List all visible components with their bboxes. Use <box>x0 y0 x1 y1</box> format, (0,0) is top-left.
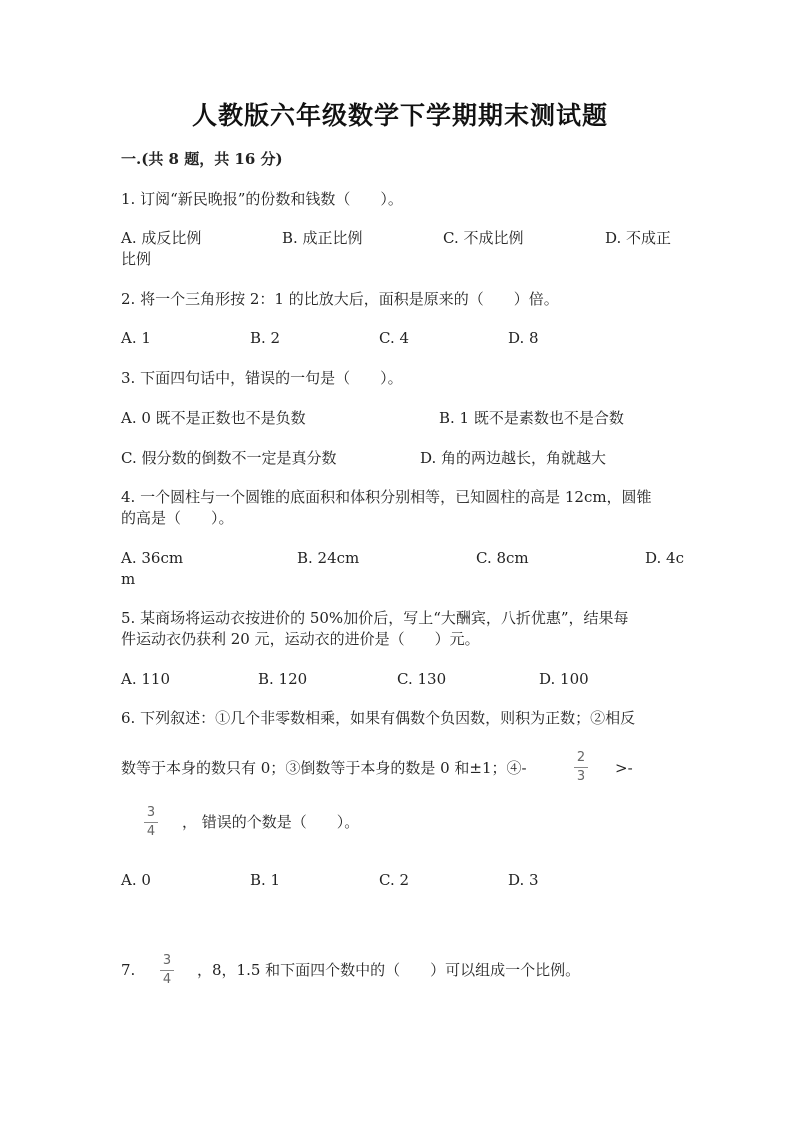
fraction-two-thirds <box>573 750 589 785</box>
question-3-option-b[interactable]: B. 1 既不是素数也不是合数 <box>439 409 624 427</box>
question-5-option-c[interactable]: C. 130 <box>397 670 447 688</box>
section-heading: 一.(共 8 题，共 16 分) <box>121 150 283 168</box>
fraction-denominator: 4 <box>162 972 172 987</box>
question-6-stem-line2-end: >- <box>615 759 633 777</box>
page-title: 人教版六年级数学下学期期末测试题 <box>191 101 608 130</box>
fraction-three-fourths <box>159 953 175 988</box>
fraction-bar <box>574 767 588 768</box>
question-6-stem-line1: 6. 下列叙述：①几个非零数相乘，如果有偶数个负因数，则积为正数；②相反 <box>121 709 636 727</box>
question-2-option-c[interactable]: C. 4 <box>379 329 410 347</box>
question-1-option-b[interactable]: B. 成正比例 <box>282 229 363 247</box>
question-4-stem-line1: 4. 一个圆柱与一个圆锥的底面积和体积分别相等，已知圆柱的高是 12cm，圆锥 <box>121 488 652 506</box>
question-2-option-d[interactable]: D. 8 <box>508 329 539 347</box>
fraction-denominator: 4 <box>146 824 156 839</box>
fraction-denominator: 3 <box>576 769 586 784</box>
question-1-option-d[interactable]: D. 不成正 <box>605 229 672 247</box>
question-2-option-b[interactable]: B. 2 <box>250 329 281 347</box>
question-1-option-c[interactable]: C. 不成比例 <box>443 229 524 247</box>
question-3-option-d[interactable]: D. 角的两边越长，角就越大 <box>420 449 607 467</box>
question-4-option-d-wrap: m <box>121 570 136 588</box>
question-4-option-b[interactable]: B. 24cm <box>297 549 360 567</box>
fraction-three-fourths <box>143 805 159 840</box>
question-2-stem: 2. 将一个三角形按 2：1 的比放大后，面积是原来的（ ）倍。 <box>121 290 559 308</box>
question-3-stem: 3. 下面四句话中，错误的一句是（ ）。 <box>121 369 403 387</box>
question-4-stem-line2: 的高是（ ）。 <box>121 509 234 527</box>
question-5-option-b[interactable]: B. 120 <box>258 670 308 688</box>
question-3-option-c[interactable]: C. 假分数的倒数不一定是真分数 <box>121 449 337 467</box>
fraction-numerator: 3 <box>146 805 156 820</box>
question-4-option-c[interactable]: C. 8cm <box>476 549 529 567</box>
question-5-stem-line1: 5. 某商场将运动衣按进价的 50%加价后，写上“大酬宾，八折优惠”，结果每 <box>121 609 629 627</box>
fraction-bar <box>160 970 174 971</box>
question-4-option-a[interactable]: A. 36cm <box>121 549 184 567</box>
question-5-stem-line2: 件运动衣仍获利 20 元，运动衣的进价是（ ）元。 <box>121 630 480 648</box>
question-7-number: 7. <box>121 961 136 979</box>
question-1-option-d-wrap: 比例 <box>121 250 152 268</box>
question-7-stem: ，8，1.5 和下面四个数中的（ ）可以组成一个比例。 <box>197 961 581 979</box>
question-3-option-a[interactable]: A. 0 既不是正数也不是负数 <box>121 409 306 427</box>
fraction-numerator: 3 <box>162 953 172 968</box>
fraction-numerator: 2 <box>576 750 586 765</box>
fraction-bar <box>144 822 158 823</box>
question-5-option-a[interactable]: A. 110 <box>121 670 170 688</box>
question-5-option-d[interactable]: D. 100 <box>539 670 589 688</box>
question-1-option-a[interactable]: A. 成反比例 <box>121 229 202 247</box>
question-6-option-d[interactable]: D. 3 <box>508 871 539 889</box>
question-6-option-b[interactable]: B. 1 <box>250 871 281 889</box>
question-6-stem-line3: ， 错误的个数是（ ）。 <box>182 813 360 831</box>
question-6-option-c[interactable]: C. 2 <box>379 871 410 889</box>
question-6-option-a[interactable]: A. 0 <box>121 871 151 889</box>
question-2-option-a[interactable]: A. 1 <box>121 329 151 347</box>
question-1-stem: 1. 订阅“新民晚报”的份数和钱数（ ）。 <box>121 190 403 208</box>
question-6-stem-line2: 数等于本身的数只有 0；③倒数等于本身的数是 0 和±1；④- <box>121 759 527 777</box>
question-4-option-d[interactable]: D. 4c <box>645 549 684 567</box>
